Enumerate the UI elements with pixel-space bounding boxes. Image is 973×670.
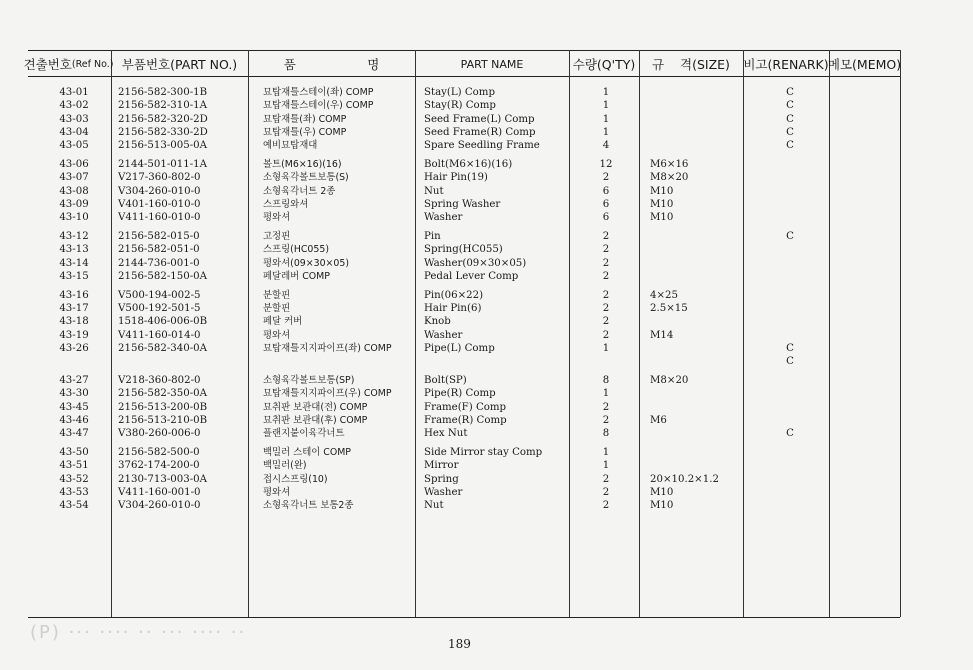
size-cell: M14 [650,329,674,341]
part_name-cell: Spare Seedling Frame [424,140,540,152]
ref-cell: 43-27 [59,374,89,386]
size-cell: M6×16 [650,158,689,170]
qty-cell: 1 [602,446,610,458]
part_name-cell: Pedal Lever Comp [424,270,519,282]
row-group [424,158,569,224]
part_no-cell: V380-260-006-0 [118,428,201,440]
part_no-cell: V401-160-010-0 [118,198,201,210]
remark-cell: C [786,113,794,125]
remark-cell [765,243,815,256]
size-cell: M8×20 [650,172,689,184]
name_ko-cell: 묘탑재틀지지파이프(우) COMP [263,388,392,400]
column-divider [111,50,112,617]
name_ko-cell: 페달레버 COMP [263,270,330,282]
qty-cell: 1 [602,100,610,112]
part_name-cell: Seed Frame(R) Comp [424,126,536,138]
size-cell: M10 [650,500,674,512]
ref-cell: 43-19 [59,329,89,341]
row-group [765,446,815,512]
name_ko-cell: 평와셔 [263,329,291,341]
row-group [263,230,423,283]
row-group [118,446,268,512]
remark-cell: C [786,342,794,354]
name_ko-cell: 분할핀 [263,302,291,314]
row-group [765,289,815,369]
column-part-name [424,86,569,518]
ref-cell: 43-10 [59,212,89,224]
remark-cell [765,211,815,224]
ref-cell: 43-17 [59,302,89,314]
part_name-cell: Seed Frame(L) Comp [424,113,535,125]
part_name-cell: Hex Nut [424,428,468,440]
part_name-cell: Mirror [424,460,459,472]
header-remark: 비고(RENARK) [743,57,829,72]
header-part-no: 부품번호(PART NO.) [121,57,238,72]
row-group [424,86,569,152]
qty-cell: 2 [602,257,610,269]
column-qty [586,86,626,518]
part_name-cell: Hair Pin(19) [424,172,488,184]
part_no-cell: V411-160-001-0 [118,486,201,498]
part_name-cell: Pipe(R) Comp [424,388,496,400]
size-cell: 4×25 [650,289,678,301]
ref-cell: 43-47 [59,428,89,440]
ref-cell: 43-45 [59,401,89,413]
ref-cell: 43-18 [59,316,89,328]
part_name-cell: Spring [424,473,459,485]
row-group [586,230,626,283]
column-size [650,86,740,518]
ref-cell: 43-30 [59,388,89,400]
part_no-cell: 2144-501-011-1A [118,158,207,170]
name_ko-cell: 묘탑재틀지지파이프(좌) COMP [263,342,392,354]
name_ko-cell: 묘탑재틀(우) COMP [263,126,347,138]
remark-cell [765,171,815,184]
name_ko-cell: 묘탑재틀스테이(좌) COMP [263,87,374,98]
row-group [424,289,569,369]
name_ko-cell: 묘취판 보관대(전) COMP [263,401,368,413]
size-cell [650,243,740,256]
size-cell [650,126,740,139]
remark-cell: C [786,100,794,112]
size-cell: 2.5×15 [650,302,688,314]
qty-cell: 2 [602,172,610,184]
part_no-cell: V411-160-010-0 [118,212,201,224]
qty-cell: 6 [602,212,610,224]
ref-cell: 43-01 [59,87,89,98]
name_ko-cell: 스프링와셔 [263,198,309,210]
row-group [118,289,268,369]
size-cell [650,355,740,368]
name_ko-cell: 고정핀 [263,230,291,242]
part_name-cell: Pin(06×22) [424,289,484,301]
part_name-cell: Knob [424,316,451,328]
header-qty: 수량(Q'TY) [572,57,636,72]
part_name-cell: Pin [424,230,441,242]
size-cell: M10 [650,486,674,498]
part_no-cell: 2156-582-150-0A [118,270,207,282]
name_ko-cell: 소형육각너트 2종 [263,185,336,197]
row-group [765,374,815,440]
row-group [586,86,626,152]
size-cell: M10 [650,212,674,224]
part_name-cell: Nut [424,500,444,512]
row-group [586,374,626,440]
page-number: 189 [448,637,471,651]
row-group [263,158,423,224]
part_name-cell: Frame(F) Comp [424,401,507,413]
row-group [650,230,740,283]
size-cell [650,270,740,283]
qty-cell: 1 [602,126,610,138]
table-bottom-border [28,617,900,618]
name_ko-cell: 분할핀 [263,289,291,301]
size-cell [650,446,740,459]
name_ko-cell: 묘탑재틀스테이(우) COMP [263,100,374,112]
name_ko-cell: 예비묘탑재대 [263,140,318,152]
ref-cell: 43-05 [59,140,89,152]
part_no-cell: 2156-582-051-0 [118,244,200,256]
part_no-cell: 3762-174-200-0 [118,460,200,472]
qty-cell: 4 [602,140,610,152]
part_no-cell: V217-360-802-0 [118,172,201,184]
qty-cell: 8 [602,428,610,440]
ref-cell: 43-15 [59,270,89,282]
ref-cell: 43-51 [59,460,89,472]
row-group [263,446,423,512]
qty-cell [586,355,626,368]
row-group [424,374,569,440]
name_ko-cell: 소형육각볼트보통(S) [263,172,349,184]
name_ko-cell: 평와셔(09×30×05) [263,257,349,269]
remark-cell [765,329,815,342]
part_no-cell: V218-360-802-0 [118,374,201,386]
remark-cell [765,499,815,512]
remark-cell [765,270,815,283]
ref-cell: 43-02 [59,100,89,112]
qty-cell: 2 [602,270,610,282]
remark-cell: C [786,356,794,368]
remark-cell [765,446,815,459]
part_name-cell [424,355,569,368]
part_no-cell: V304-260-010-0 [118,185,201,197]
name_ko-cell: 소형육각볼트보통(SP) [263,374,355,386]
ref-cell: 43-06 [59,158,89,170]
qty-cell: 1 [602,113,610,125]
row-group [586,446,626,512]
part_no-cell: 2156-582-310-1A [118,100,207,112]
qty-cell: 6 [602,198,610,210]
size-cell [650,86,740,99]
part_no-cell: 2156-582-015-0 [118,230,200,242]
part_name-cell: Hair Pin(6) [424,302,482,314]
part_no-cell: 2130-713-003-0A [118,473,207,485]
size-cell: M10 [650,198,674,210]
column-divider [900,50,901,617]
column-divider [829,50,830,617]
ref-cell: 43-04 [59,126,89,138]
row-group [44,86,104,152]
qty-cell: 2 [602,401,610,413]
part_no-cell: V411-160-014-0 [118,329,201,341]
remark-cell [765,198,815,211]
part_name-cell: Spring(HC055) [424,244,503,256]
remark-cell: C [786,230,794,242]
header-size: 규 격(SIZE) [652,57,730,72]
part_no-cell [118,355,268,368]
bleed-through-text: (P) ··· ···· ·· ··· ···· ·· [30,622,247,643]
part_no-cell: 2156-582-300-1B [118,87,208,98]
qty-cell: 12 [599,158,613,170]
column-divider [569,50,570,617]
qty-cell: 2 [602,329,610,341]
ref-cell: 43-08 [59,185,89,197]
row-group [118,374,268,440]
qty-cell: 1 [602,388,610,400]
size-cell [650,99,740,112]
remark-cell [765,414,815,427]
part_name-cell: Pipe(L) Comp [424,342,495,354]
row-group [650,289,740,369]
part_no-cell: 2156-582-350-0A [118,388,207,400]
remark-cell [765,315,815,328]
size-cell [650,257,740,270]
ref-cell: 43-54 [59,500,89,512]
row-group [44,230,104,283]
part_name-cell: Side Mirror stay Comp [424,446,543,458]
qty-cell: 2 [602,500,610,512]
column-divider [639,50,640,617]
remark-cell: C [786,428,794,440]
qty-cell: 1 [602,460,610,472]
qty-cell: 2 [602,473,610,485]
name_ko-cell: 페달 커버 [263,316,303,328]
ref-cell: 43-52 [59,473,89,485]
column-ref [44,86,104,518]
name_ko-cell: 소형육각너트 보통2종 [263,500,354,512]
size-cell: M10 [650,185,674,197]
qty-cell: 2 [602,244,610,256]
size-cell [650,387,740,400]
ref-cell: 43-13 [59,244,89,256]
part_name-cell: Washer(09×30×05) [424,257,527,269]
part_name-cell: Washer [424,329,463,341]
remark-cell: C [786,140,794,152]
part_name-cell: Frame(R) Comp [424,414,507,426]
qty-cell: 2 [602,316,610,328]
header-divider [28,76,900,77]
qty-cell: 8 [602,374,610,386]
row-group [263,374,423,440]
qty-cell: 1 [602,87,610,98]
row-group [263,289,423,369]
remark-cell [765,387,815,400]
row-group [118,86,268,152]
ref-cell: 43-03 [59,113,89,125]
row-group [650,158,740,224]
name_ko-cell: 볼트(M6×16)(16) [263,158,342,170]
part_no-cell: V500-194-002-5 [118,289,201,301]
ref-cell: 43-46 [59,414,89,426]
row-group [650,86,740,152]
header-part-name: PART NAME [460,57,524,71]
size-cell [650,139,740,152]
row-group [586,289,626,369]
part_no-cell: 2156-582-330-2D [118,126,208,138]
ref-cell: 43-12 [59,230,89,242]
ref-cell: 43-50 [59,446,89,458]
size-cell [650,230,740,243]
remark-cell [765,374,815,387]
name_ko-cell: 백밀러(완) [263,460,307,472]
table-top-border [28,50,900,51]
name_ko-cell: 평와셔 [263,486,291,498]
qty-cell: 6 [602,185,610,197]
name_ko-cell: 묘취판 보관대(후) COMP [263,414,368,426]
ref-cell: 43-07 [59,172,89,184]
part_no-cell: V500-192-501-5 [118,302,201,314]
remark-cell: C [786,126,794,138]
remark-cell [765,459,815,472]
part_no-cell: 2156-513-005-0A [118,140,207,152]
header-korean-name: 품 명 [283,57,380,72]
remark-cell [765,185,815,198]
remark-cell [765,289,815,302]
part_no-cell: 2144-736-001-0 [118,257,200,269]
size-cell [650,315,740,328]
name_ko-cell [263,355,423,368]
part_name-cell: Stay(R) Comp [424,100,496,112]
remark-cell [765,401,815,414]
row-group [424,446,569,512]
remark-cell [765,302,815,315]
remark-cell [765,486,815,499]
row-group [44,446,104,512]
part_no-cell: 2156-582-500-0 [118,446,200,458]
ref-cell: 43-53 [59,486,89,498]
row-group [118,230,268,283]
row-group [44,158,104,224]
remark-cell [765,257,815,270]
column-divider [743,50,744,617]
part_name-cell: Bolt(SP) [424,374,467,386]
size-cell [650,427,740,440]
column-korean-name [263,86,423,518]
column-part-no [118,86,268,518]
column-remark [765,86,815,518]
part_name-cell: Spring Washer [424,198,501,210]
part_no-cell: V304-260-010-0 [118,500,201,512]
qty-cell: 2 [602,230,610,242]
qty-cell: 2 [602,486,610,498]
part_no-cell: 1518-406-006-0B [118,316,208,328]
ref-cell: 43-26 [59,342,89,354]
row-group [586,158,626,224]
name_ko-cell: 접시스프링(10) [263,473,328,485]
row-group [765,230,815,283]
ref-cell: 43-16 [59,289,89,301]
row-group [650,374,740,440]
part_no-cell: 2156-582-320-2D [118,113,208,125]
header-ref: 견출번호 (Ref No.) [23,57,114,72]
remark-cell: C [786,87,794,98]
qty-cell: 1 [602,342,610,354]
qty-cell: 2 [602,414,610,426]
row-group [263,86,423,152]
remark-cell [765,158,815,171]
size-cell [650,401,740,414]
size-cell: 20×10.2×1.2 [650,473,719,485]
ref-cell: 43-09 [59,198,89,210]
row-group [765,86,815,152]
qty-cell: 2 [602,289,610,301]
row-group [424,230,569,283]
remark-cell [765,473,815,486]
part_name-cell: Bolt(M6×16)(16) [424,158,513,170]
size-cell: M8×20 [650,374,689,386]
name_ko-cell: 백밀러 스테이 COMP [263,446,351,458]
part_name-cell: Washer [424,212,463,224]
size-cell: M6 [650,414,667,426]
size-cell [650,342,740,355]
ref-cell [44,355,104,368]
ref-cell: 43-14 [59,257,89,269]
row-group [44,289,104,369]
size-cell [650,113,740,126]
row-group [765,158,815,224]
name_ko-cell: 평와셔 [263,212,291,224]
qty-cell: 2 [602,302,610,314]
part_name-cell: Washer [424,486,463,498]
name_ko-cell: 플랜지붙이육각너트 [263,428,345,440]
name_ko-cell: 스프링(HC055) [263,244,329,256]
row-group [44,374,104,440]
part_name-cell: Nut [424,185,444,197]
part_name-cell: Stay(L) Comp [424,87,495,98]
name_ko-cell: 묘탑재틀(좌) COMP [263,113,347,125]
row-group [118,158,268,224]
size-cell [650,459,740,472]
part_no-cell: 2156-582-340-0A [118,342,207,354]
header-memo: 메모(MEMO) [827,57,902,72]
row-group [650,446,740,512]
part_no-cell: 2156-513-200-0B [118,401,208,413]
part_no-cell: 2156-513-210-0B [118,414,208,426]
